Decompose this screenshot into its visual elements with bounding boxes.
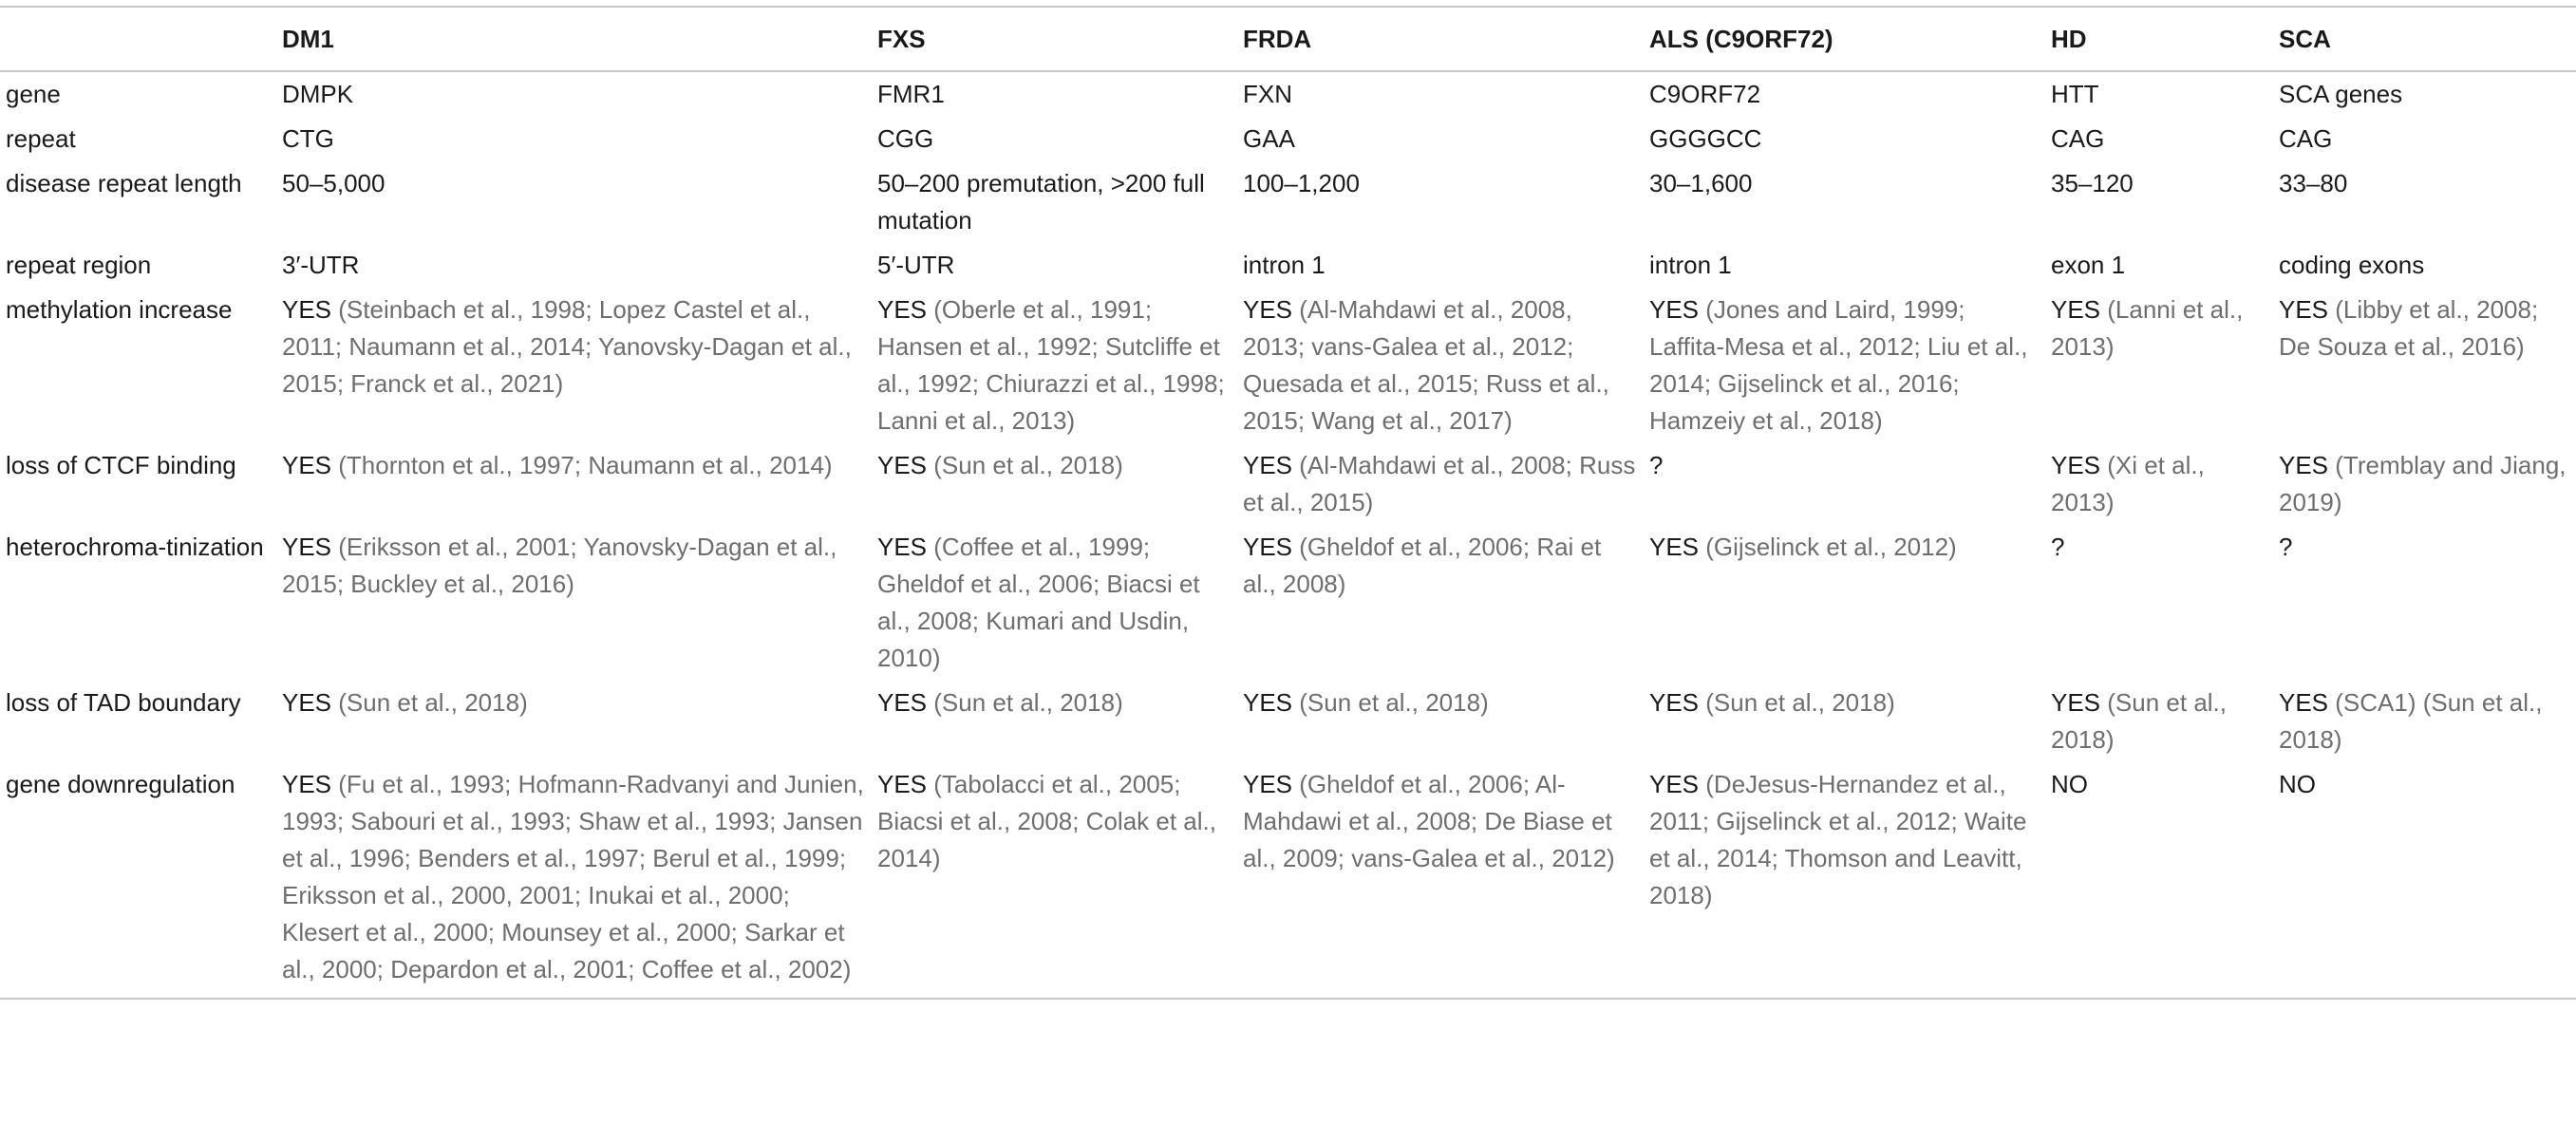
table-cell [1237,443,1644,525]
cell-citation: (Sun et al., 2018) [933,451,1123,479]
cell-citation: (Al-Mahdawi et al., 2008; Russ et al., 2015) [1243,451,1636,516]
cell-value: HTT [2051,80,2099,108]
table-row [0,117,2576,161]
table-cell [2273,681,2576,762]
cell-value: YES [1243,451,1293,479]
table-cell [2045,243,2273,288]
cell-value: YES [877,533,928,561]
table-cell [872,243,1237,288]
header-row [0,7,2576,71]
table-cell [872,117,1237,161]
table-cell [1644,525,2045,681]
cell-citation: (Sun et al., 2018) [933,688,1123,717]
cell-value: 3′-UTR [282,251,360,279]
table-cell [276,71,872,117]
table-cell [2273,288,2576,443]
table-cell [2045,681,2273,762]
table-cell [276,762,872,999]
cell-citation: (Oberle et al., 1991; Hansen et al., 1992; Sutcliffe et al., 1992; Chiurazzi et al., 1998; Lanni et al., 2013) [877,295,1225,435]
cell-citation: (Libby et al., 2008; De Souza et al., 2016) [2279,295,2539,361]
cell-citation: (Sun et al., 2018) [1705,688,1895,717]
table-row [0,443,2576,525]
header-dm1: DM1 [276,7,872,71]
cell-value: 30–1,600 [1649,169,1753,197]
cell-value: exon 1 [2051,251,2126,279]
table-cell [1237,117,1644,161]
row-label: loss of TAD boundary [6,688,241,717]
cell-citation: (Eriksson et al., 2001; Yanovsky-Dagan et al., 2015; Buckley et al., 2016) [282,533,837,598]
cell-value: coding exons [2279,251,2425,279]
cell-citation: (SCA1) (Sun et al., 2018) [2279,688,2543,754]
table-cell [1237,243,1644,288]
table-cell [2045,71,2273,117]
cell-citation: (Jones and Laird, 1999; Laffita-Mesa et al., 2012; Liu et al., 2014; Gijselinck et al., 2016; Hamzeiy et al., 2018) [1649,295,2028,435]
cell-value: NO [2051,770,2088,798]
header-corner [0,7,276,71]
table-cell [2045,762,2273,999]
cell-value: 5′-UTR [877,251,955,279]
row-label: loss of CTCF binding [6,451,236,479]
cell-citation: (Tremblay and Jiang, 2019) [2279,451,2567,516]
table-cell [276,443,872,525]
table-cell [872,443,1237,525]
cell-value: GAA [1243,124,1295,153]
cell-value: intron 1 [1243,251,1326,279]
cell-value: YES [877,451,928,479]
cell-value: ? [2051,533,2065,561]
table-cell [2273,117,2576,161]
cell-citation: (DeJesus-Hernandez et al., 2011; Gijselinck et al., 2012; Waite et al., 2014; Thomson and Leavitt, 2018) [1649,770,2027,909]
row-label: disease repeat length [6,169,242,197]
cell-value: YES [2051,295,2101,324]
table-cell [2045,443,2273,525]
cell-value: 33–80 [2279,169,2348,197]
header-frda: FRDA [1237,7,1644,71]
cell-value: intron 1 [1649,251,1732,279]
cell-value: YES [282,451,332,479]
cell-value: YES [1649,533,1700,561]
cell-value: CTG [282,124,334,153]
cell-value: YES [2279,295,2329,324]
table-cell [2273,525,2576,681]
cell-value: YES [2279,451,2329,479]
table-cell [872,681,1237,762]
header-sca: SCA [2273,7,2576,71]
header-hd: HD [2045,7,2273,71]
table-cell [872,525,1237,681]
cell-value: 100–1,200 [1243,169,1360,197]
cell-value: YES [282,295,332,324]
cell-value: YES [282,688,332,717]
row-label: gene downregulation [0,762,276,999]
table-cell [1237,525,1644,681]
table-cell [2273,243,2576,288]
table-cell [1237,161,1644,243]
table-row [0,243,2576,288]
row-label: methylation increase [6,295,233,324]
cell-value: YES [282,533,332,561]
table-cell [1644,243,2045,288]
table-row [0,681,2576,762]
cell-value: YES [1649,688,1700,717]
cell-value: FMR1 [877,80,945,108]
cell-value: CGG [877,124,934,153]
table-cell [2045,525,2273,681]
table-row [0,525,2576,681]
table-cell [2273,161,2576,243]
row-label: repeat region [6,251,152,279]
row-label: gene [6,80,61,108]
cell-value: C9ORF72 [1649,80,1761,108]
header-als: ALS (C9ORF72) [1644,7,2045,71]
cell-value: YES [1243,533,1293,561]
table-cell [872,288,1237,443]
table-cell [1644,117,2045,161]
table-cell [2273,443,2576,525]
table-body [0,71,2576,999]
cell-value: YES [877,295,928,324]
cell-value: YES [1649,770,1700,798]
table-cell [872,161,1237,243]
cell-value: DMPK [282,80,354,108]
table-cell [276,525,872,681]
table-cell [276,681,872,762]
table-cell [1237,762,1644,999]
table-cell [2273,762,2576,999]
header-fxs: FXS [872,7,1237,71]
cell-value: SCA genes [2279,80,2403,108]
table-cell [1644,681,2045,762]
table-cell [2045,117,2273,161]
cell-value: YES [2051,688,2101,717]
table-cell [2045,161,2273,243]
table-row [0,288,2576,443]
cell-citation: (Fu et al., 1993; Hofmann-Radvanyi and Junien, 1993; Sabouri et al., 1993; Shaw et al., 1993; Jansen et al., 1996; Benders et al., 1997; Berul et al., 1999; Eriksson et al., 2000, 2001; Inukai et al., 2000; Klesert et al., 2000; Mounsey et al., 2000; Sarkar et al., 2000; Depardon et al., 2001; Coffee et al., 2002) [282,770,864,983]
cell-value: FXN [1243,80,1292,108]
table-cell [1237,681,1644,762]
cell-citation: (Tabolacci et al., 2005; Biacsi et al., 2008; Colak et al., 2014) [877,770,1216,872]
cell-citation: (Steinbach et al., 1998; Lopez Castel et al., 2011; Naumann et al., 2014; Yanovsky-Dagan et al., 2015; Franck et al., 2021) [282,295,852,398]
cell-value: CAG [2051,124,2105,153]
table-row [0,71,2576,117]
cell-citation: (Sun et al., 2018) [2051,688,2227,754]
repeat-disease-table [0,6,2576,1000]
cell-citation: (Coffee et al., 1999; Gheldof et al., 2006; Biacsi et al., 2008; Kumari and Usdin, 2010) [877,533,1200,672]
table-cell [276,243,872,288]
table-cell [1644,161,2045,243]
cell-citation: (Al-Mahdawi et al., 2008, 2013; vans-Galea et al., 2012; Quesada et al., 2015; Russ et al., 2015; Wang et al., 2017) [1243,295,1609,435]
row-label: heterochroma-tinization [6,533,264,561]
table-cell [872,71,1237,117]
row-label: repeat [6,124,76,153]
cell-value: CAG [2279,124,2333,153]
table-cell [276,288,872,443]
cell-value: ? [1649,451,1664,479]
table-cell [2045,288,2273,443]
cell-citation: (Gheldof et al., 2006; Al-Mahdawi et al., 2008; De Biase et al., 2009; vans-Galea et al., 2012) [1243,770,1615,872]
cell-value: YES [1243,295,1293,324]
table-cell [1644,288,2045,443]
cell-value: YES [282,770,332,798]
cell-value: YES [1243,770,1293,798]
cell-value: YES [877,770,928,798]
cell-value: 50–5,000 [282,169,385,197]
cell-value: ? [2279,533,2293,561]
cell-value: 50–200 premutation, >200 full mutation [877,169,1205,234]
cell-citation: (Sun et al., 2018) [338,688,528,717]
cell-citation: (Gijselinck et al., 2012) [1705,533,1957,561]
table-cell [1237,71,1644,117]
cell-value: YES [2279,688,2329,717]
cell-citation: (Gheldof et al., 2006; Rai et al., 2008) [1243,533,1602,598]
cell-value: YES [1243,688,1293,717]
table-cell [1237,288,1644,443]
table-row [0,762,2576,999]
table-cell [276,161,872,243]
cell-value: GGGGCC [1649,124,1762,153]
cell-citation: (Thornton et al., 1997; Naumann et al., 2014) [338,451,833,479]
cell-citation: (Xi et al., 2013) [2051,451,2205,516]
cell-value: YES [877,688,928,717]
table-row [0,161,2576,243]
cell-citation: (Sun et al., 2018) [1299,688,1489,717]
cell-value: NO [2279,770,2316,798]
table-cell [2273,71,2576,117]
cell-value: YES [1649,295,1700,324]
table-cell [1644,71,2045,117]
table-cell [872,762,1237,999]
cell-value: 35–120 [2051,169,2134,197]
table-cell [1644,762,2045,999]
cell-citation: (Lanni et al., 2013) [2051,295,2244,361]
table-cell [1644,443,2045,525]
table-cell [276,117,872,161]
cell-value: YES [2051,451,2101,479]
